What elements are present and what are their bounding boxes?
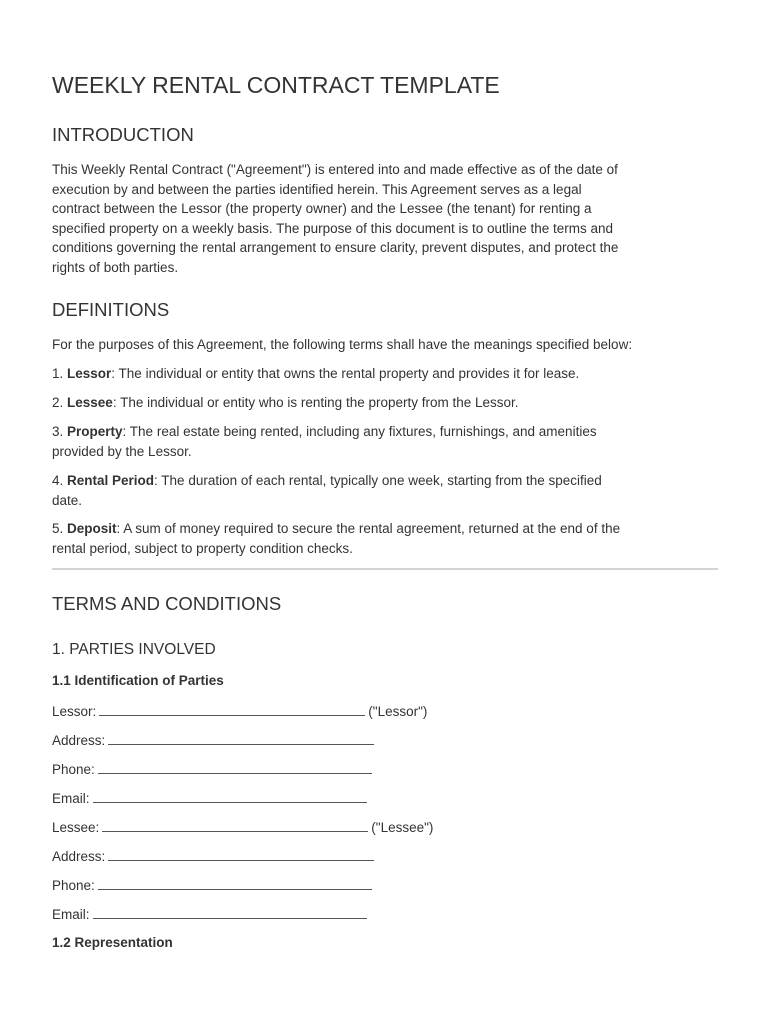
definition-text: provided by the Lessor. xyxy=(52,443,192,459)
term: Deposit xyxy=(67,521,117,536)
lessor-phone-field[interactable] xyxy=(52,760,375,780)
intro-line: conditions governing the rental arrangement to ensure clarity, prevent disputes, and protect the xyxy=(52,240,619,255)
item-number: 1. xyxy=(52,366,68,381)
blank-line[interactable] xyxy=(98,762,372,774)
term: Lessee xyxy=(67,395,113,410)
blank-line[interactable] xyxy=(93,791,367,803)
subsection-heading: 1.2 Representation xyxy=(52,935,173,950)
field-label: Lessor: xyxy=(52,704,97,719)
definition-text: : The real estate being rented, including any fixtures, furnishings, and amenities xyxy=(122,424,597,439)
item-number: 3. xyxy=(52,424,68,439)
lessor-address-field[interactable] xyxy=(52,731,377,751)
lessee-name-field[interactable] xyxy=(52,818,433,838)
term: Lessor xyxy=(67,366,112,381)
field-label: Address: xyxy=(52,733,106,748)
lessee-address-field[interactable] xyxy=(52,847,377,867)
lessor-email-field[interactable] xyxy=(52,789,370,809)
field-suffix: ("Lessee") xyxy=(371,820,434,835)
definitions-heading: DEFINITIONS xyxy=(52,299,170,320)
intro-line: This Weekly Rental Contract ("Agreement") is entered into and made effective as of the date of xyxy=(52,162,618,177)
subsection-heading: 1.1 Identification of Parties xyxy=(52,673,224,688)
lessor-name-field[interactable] xyxy=(52,702,427,722)
item-number: 4. xyxy=(52,473,68,488)
intro-line: specified property on a weekly basis. The purpose of this document is to outline the terms and xyxy=(52,220,614,236)
definition-text: rental period, subject to property condition checks. xyxy=(52,540,353,556)
intro-line: execution by and between the parties identified herein. This Agreement serves as a legal xyxy=(52,181,582,197)
field-label: Email: xyxy=(52,791,90,806)
field-suffix: ("Lessor") xyxy=(368,704,428,719)
blank-line[interactable] xyxy=(99,704,365,716)
definition-item xyxy=(52,393,519,413)
field-label: Address: xyxy=(52,849,106,864)
definition-item xyxy=(52,471,602,510)
definition-text: : The individual or entity that owns the rental property and provides it for lease. xyxy=(111,366,580,381)
definitions-intro: For the purposes of this Agreement, the following terms shall have the meanings specified below: xyxy=(52,337,633,352)
item-number: 5. xyxy=(52,521,68,536)
definition-text: : The individual or entity who is renting the property from the Lessor. xyxy=(112,395,519,410)
blank-line[interactable] xyxy=(98,878,372,890)
blank-line[interactable] xyxy=(93,907,367,919)
item-number: 2. xyxy=(52,395,68,410)
definition-text: : The duration of each rental, typically one week, starting from the specified xyxy=(154,473,602,488)
introduction-heading: INTRODUCTION xyxy=(52,124,194,145)
blank-line[interactable] xyxy=(108,849,374,861)
term: Rental Period xyxy=(67,473,155,488)
lessee-phone-field[interactable] xyxy=(52,876,375,896)
intro-line: contract between the Lessor (the property owner) and the Lessee (the tenant) for renting a xyxy=(52,201,592,216)
intro-line: rights of both parties. xyxy=(52,259,179,275)
field-label: Lessee: xyxy=(52,820,100,835)
term: Property xyxy=(67,424,123,439)
field-label: Phone: xyxy=(52,762,95,777)
terms-heading: TERMS AND CONDITIONS xyxy=(52,593,282,614)
blank-line[interactable] xyxy=(102,820,368,832)
definition-item xyxy=(52,364,579,384)
definition-text: : A sum of money required to secure the rental agreement, returned at the end of the xyxy=(116,521,621,536)
field-label: Phone: xyxy=(52,878,95,893)
definition-text: date. xyxy=(52,492,83,508)
field-label: Email: xyxy=(52,907,90,922)
horizontal-divider xyxy=(52,568,718,570)
definition-item xyxy=(52,519,620,558)
section-heading: 1. PARTIES INVOLVED xyxy=(52,641,216,658)
document-title: WEEKLY RENTAL CONTRACT TEMPLATE xyxy=(52,72,500,98)
definition-item xyxy=(52,422,597,461)
blank-line[interactable] xyxy=(108,733,374,745)
introduction-paragraph xyxy=(52,160,618,277)
lessee-email-field[interactable] xyxy=(52,905,370,925)
